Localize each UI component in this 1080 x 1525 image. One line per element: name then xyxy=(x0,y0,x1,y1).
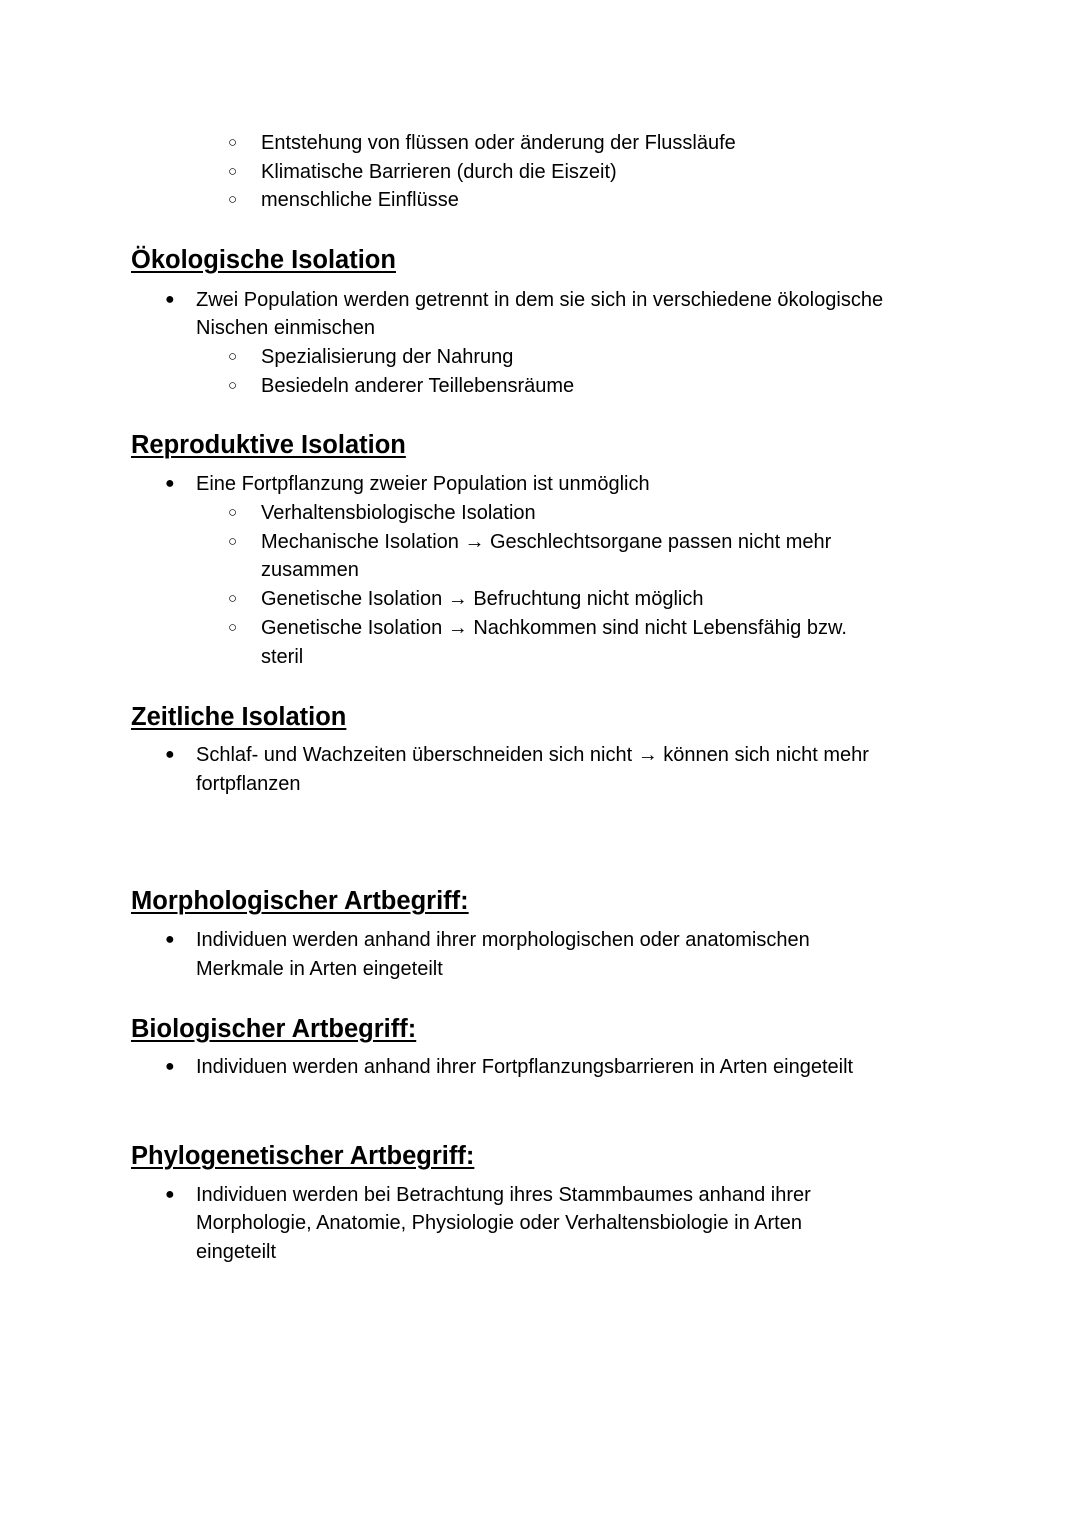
list-item-continuation: eingeteilt xyxy=(196,1241,277,1263)
list-item: menschliche Einflüsse xyxy=(261,189,459,211)
list-item: Individuen werden bei Betrachtung ihres Stammbaumes anhand ihrer xyxy=(196,1184,811,1206)
heading-zeitliche-isolation: Zeitliche Isolation xyxy=(131,703,347,731)
list-item: Individuen werden anhand ihrer Fortpflanzungsbarrieren in Arten eingeteilt xyxy=(196,1056,854,1078)
hollow-bullet-icon: ○ xyxy=(228,134,238,151)
list-item-continuation: zusammen xyxy=(261,559,359,581)
hollow-bullet-icon: ○ xyxy=(228,619,238,636)
list-item: Spezialisierung der Nahrung xyxy=(261,346,514,368)
list-item-continuation: steril xyxy=(261,646,304,668)
list-item-continuation: Nischen einmischen xyxy=(196,317,375,339)
bullet-icon: ● xyxy=(165,291,175,308)
list-item: Schlaf- und Wachzeiten überschneiden sich nicht → können sich nicht mehr xyxy=(196,744,869,766)
heading-oekologische-isolation: Ökologische Isolation xyxy=(131,246,396,274)
heading-reproduktive-isolation: Reproduktive Isolation xyxy=(131,431,406,459)
hollow-bullet-icon: ○ xyxy=(228,163,238,180)
list-item: Entstehung von flüssen oder änderung der Flussläufe xyxy=(261,132,736,154)
hollow-bullet-icon: ○ xyxy=(228,377,238,394)
list-item: Genetische Isolation → Befruchtung nicht möglich xyxy=(261,588,704,610)
list-item: Verhaltensbiologische Isolation xyxy=(261,502,536,524)
list-item: Besiedeln anderer Teillebensräume xyxy=(261,375,575,397)
list-item: Eine Fortpflanzung zweier Population ist unmöglich xyxy=(196,473,650,495)
hollow-bullet-icon: ○ xyxy=(228,504,238,521)
list-item: Mechanische Isolation → Geschlechtsorgane passen nicht mehr xyxy=(261,531,832,553)
hollow-bullet-icon: ○ xyxy=(228,191,238,208)
hollow-bullet-icon: ○ xyxy=(228,533,238,550)
bullet-icon: ● xyxy=(165,746,175,763)
heading-morphologischer-artbegriff: Morphologischer Artbegriff: xyxy=(131,887,469,915)
list-item: Individuen werden anhand ihrer morphologischen oder anatomischen xyxy=(196,929,810,951)
heading-phylogenetischer-artbegriff: Phylogenetischer Artbegriff: xyxy=(131,1142,475,1170)
list-item-continuation: fortpflanzen xyxy=(196,773,301,795)
list-item: Klimatische Barrieren (durch die Eiszeit) xyxy=(261,161,617,183)
hollow-bullet-icon: ○ xyxy=(228,590,238,607)
bullet-icon: ● xyxy=(165,1058,175,1075)
hollow-bullet-icon: ○ xyxy=(228,348,238,365)
heading-biologischer-artbegriff: Biologischer Artbegriff: xyxy=(131,1015,417,1043)
list-item-continuation: Morphologie, Anatomie, Physiologie oder Verhaltensbiologie in Arten xyxy=(196,1212,802,1234)
list-item: Zwei Population werden getrennt in dem sie sich in verschiedene ökologische xyxy=(196,289,884,311)
bullet-icon: ● xyxy=(165,931,175,948)
list-item: Genetische Isolation → Nachkommen sind nicht Lebensfähig bzw. xyxy=(261,617,847,639)
bullet-icon: ● xyxy=(165,475,175,492)
list-item-continuation: Merkmale in Arten eingeteilt xyxy=(196,958,443,980)
bullet-icon: ● xyxy=(165,1186,175,1203)
